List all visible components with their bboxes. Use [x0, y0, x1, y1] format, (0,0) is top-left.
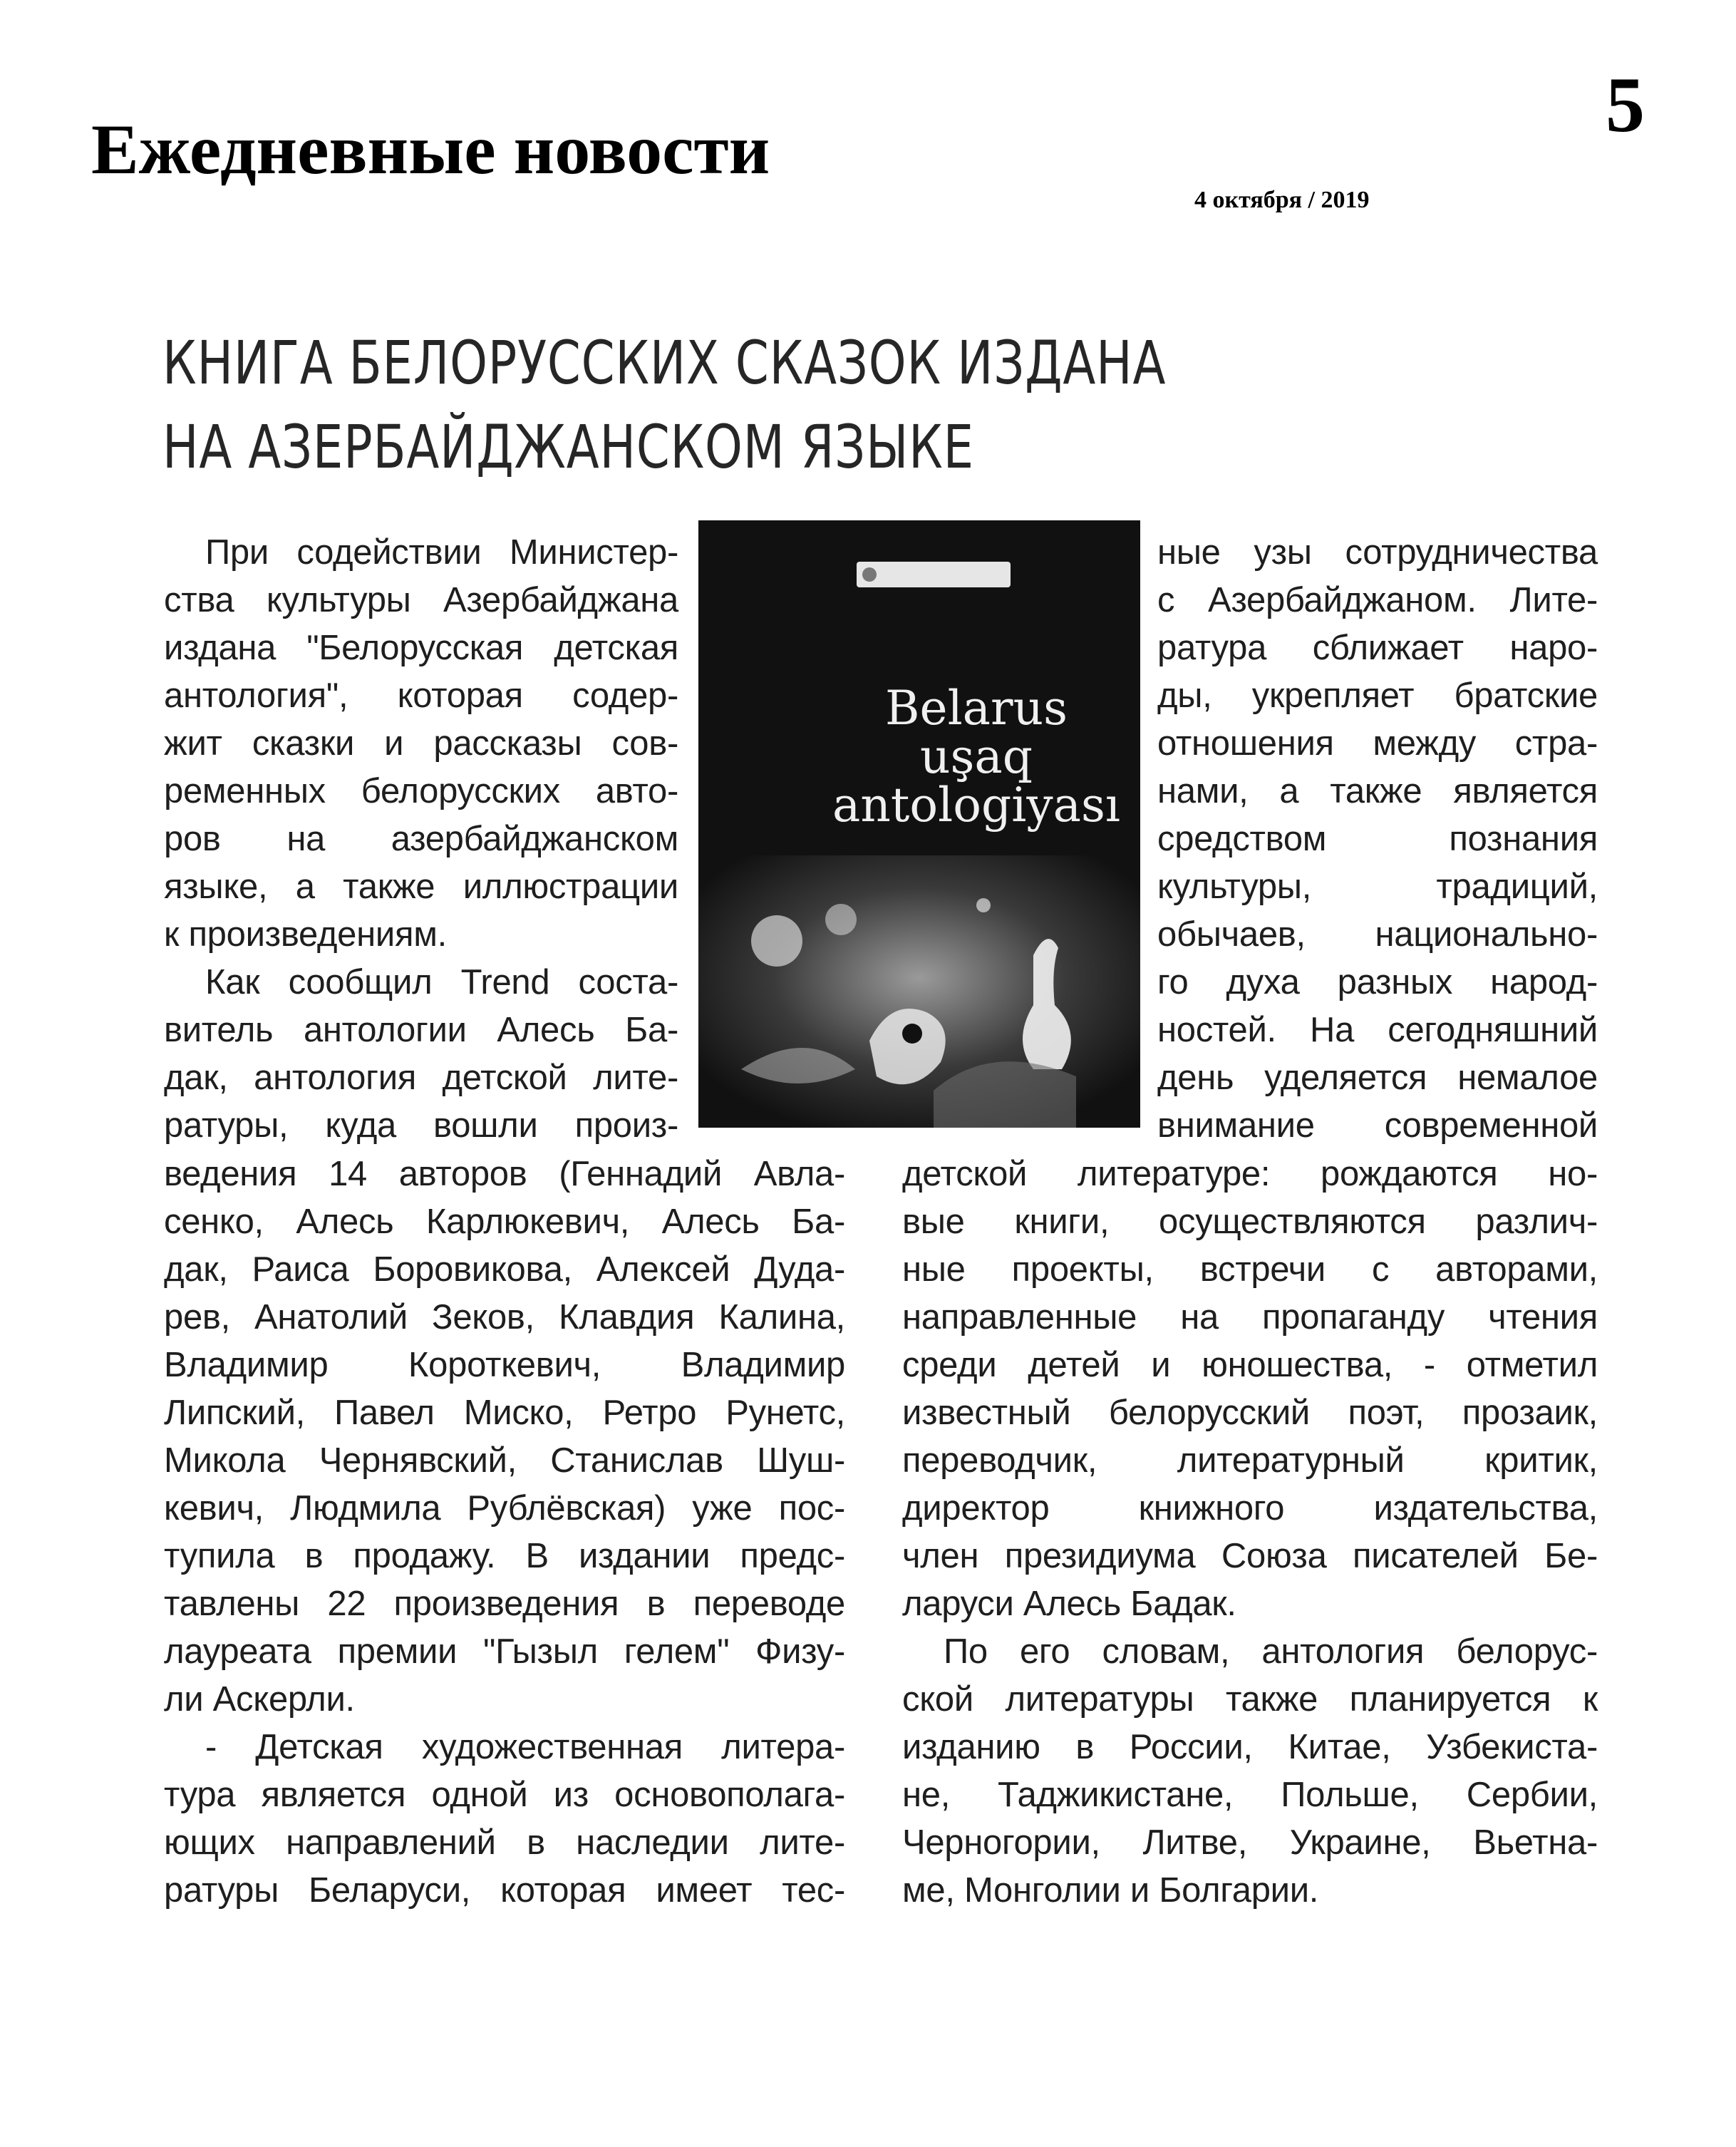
text-line: с Азербайджаном. Лите-: [1157, 581, 1598, 619]
text-line: Владимир Короткевич, Владимир: [164, 1346, 845, 1384]
text-line: ведения 14 авторов (Геннадий Авла-: [164, 1155, 845, 1193]
text-line: ства культуры Азербайджана: [164, 581, 678, 619]
article-headline: [162, 321, 1360, 489]
headline-line-1: КНИГА БЕЛОРУССКИХ СКАЗОК ИЗДАНА: [162, 328, 1167, 398]
text-line: Липский, Павел Миско, Ретро Рунетс,: [164, 1394, 845, 1432]
text-line: член президиума Союза писателей Бе-: [902, 1537, 1598, 1575]
text-line: тупила в продажу. В издании предс-: [164, 1537, 845, 1575]
book-title-line: Belarus: [885, 681, 1068, 736]
text-line: не, Таджикистане, Польше, Сербии,: [902, 1776, 1598, 1814]
text-line: кевич, Людмила Рублёвская) уже пос-: [164, 1489, 845, 1528]
text-line: ров на азербайджанском: [164, 820, 678, 858]
book-cover-image: [698, 520, 1140, 1128]
text-line: Микола Чернявский, Станислав Шуш-: [164, 1441, 845, 1480]
page-number: 5: [1606, 61, 1645, 148]
book-title-line: uşaq: [920, 729, 1033, 784]
text-line: ды, укрепляет братские: [1157, 676, 1598, 715]
text-line: ской литературы также планируется к: [902, 1680, 1598, 1719]
text-line: к произведениям.: [164, 915, 447, 954]
text-line: ме, Монголии и Болгарии.: [902, 1871, 1319, 1910]
text-line: ратуры, куда вошли произ-: [164, 1106, 678, 1145]
text-line: изданию в России, Китае, Узбекиста-: [902, 1728, 1598, 1766]
text-line: ностей. На сегодняшний: [1157, 1011, 1598, 1049]
text-line: ли Аскерли.: [164, 1680, 355, 1719]
text-line: ющих направлений в наследии лите-: [164, 1823, 845, 1862]
text-line: ные проекты, встречи с авторами,: [902, 1250, 1598, 1289]
text-line: тавлены 22 произведения в переводе: [164, 1585, 845, 1623]
column-1-top: [164, 529, 678, 1150]
text-line: дак, антология детской лите-: [164, 1059, 678, 1097]
text-line: вые книги, осуществляются различ-: [902, 1203, 1598, 1241]
headline-line-2: НА АЗЕРБАЙДЖАНСКОМ ЯЗЫКЕ: [162, 412, 974, 482]
text-line: ратура сближает наро-: [1157, 629, 1598, 667]
column-2-top: [1157, 529, 1598, 1150]
text-line: По его словам, антология белорус-: [944, 1632, 1598, 1671]
text-line: языке, а также иллюстрации: [164, 867, 678, 906]
text-line: Как сообщил Trend соста-: [205, 963, 678, 1002]
text-line: рев, Анатолий Зеков, Клавдия Калина,: [164, 1298, 845, 1337]
text-line: ные узы сотрудничества: [1157, 533, 1598, 572]
text-line: директор книжного издательства,: [902, 1489, 1598, 1528]
text-line: день уделяется немалое: [1157, 1059, 1598, 1097]
text-line: издана "Белорусская детская: [164, 629, 678, 667]
text-line: отношения между стра-: [1157, 724, 1598, 763]
column-2-bottom: [902, 1150, 1598, 1915]
text-line: внимание современной: [1157, 1106, 1598, 1145]
text-line: обычаев, национально-: [1157, 915, 1598, 954]
column-1-bottom: [164, 1150, 845, 1915]
publisher-logo: [857, 562, 1011, 587]
book-title-line: antologiyası: [832, 778, 1120, 833]
text-line: витель антологии Алесь Ба-: [164, 1011, 678, 1049]
text-line: антология", которая содер-: [164, 676, 678, 715]
text-line: детской литературе: рождаются но-: [902, 1155, 1598, 1193]
text-line: средством познания: [1157, 820, 1598, 858]
masthead: Ежедневные новости: [91, 110, 770, 189]
text-line: переводчик, литературный критик,: [902, 1441, 1598, 1480]
text-line: известный белорусский поэт, прозаик,: [902, 1394, 1598, 1432]
text-line: ларуси Алесь Бадак.: [902, 1585, 1236, 1623]
issue-date: 4 октября / 2019: [1194, 187, 1370, 213]
text-line: нами, а также является: [1157, 772, 1598, 810]
text-line: среди детей и юношества, - отметил: [902, 1346, 1598, 1384]
text-line: тура является одной из основополага-: [164, 1776, 845, 1814]
text-line: культуры, традиций,: [1157, 867, 1598, 906]
text-line: При содействии Министер-: [205, 533, 678, 572]
text-line: ратуры Беларуси, которая имеет тес-: [164, 1871, 845, 1910]
text-line: жит сказки и рассказы сов-: [164, 724, 678, 763]
text-line: ременных белорусских авто-: [164, 772, 678, 810]
book-title: [827, 681, 1126, 833]
text-line: го духа разных народ-: [1157, 963, 1598, 1002]
text-line: сенко, Алесь Карлюкевич, Алесь Ба-: [164, 1203, 845, 1241]
text-line: - Детская художественная литера-: [205, 1728, 845, 1766]
text-line: направленные на пропаганду чтения: [902, 1298, 1598, 1337]
text-line: лауреата премии "Гызыл гелем" Физу-: [164, 1632, 845, 1671]
cover-illustration: [698, 855, 1140, 1128]
text-line: дак, Раиса Боровикова, Алексей Дуда-: [164, 1250, 845, 1289]
text-line: Черногории, Литве, Украине, Вьетна-: [902, 1823, 1598, 1862]
